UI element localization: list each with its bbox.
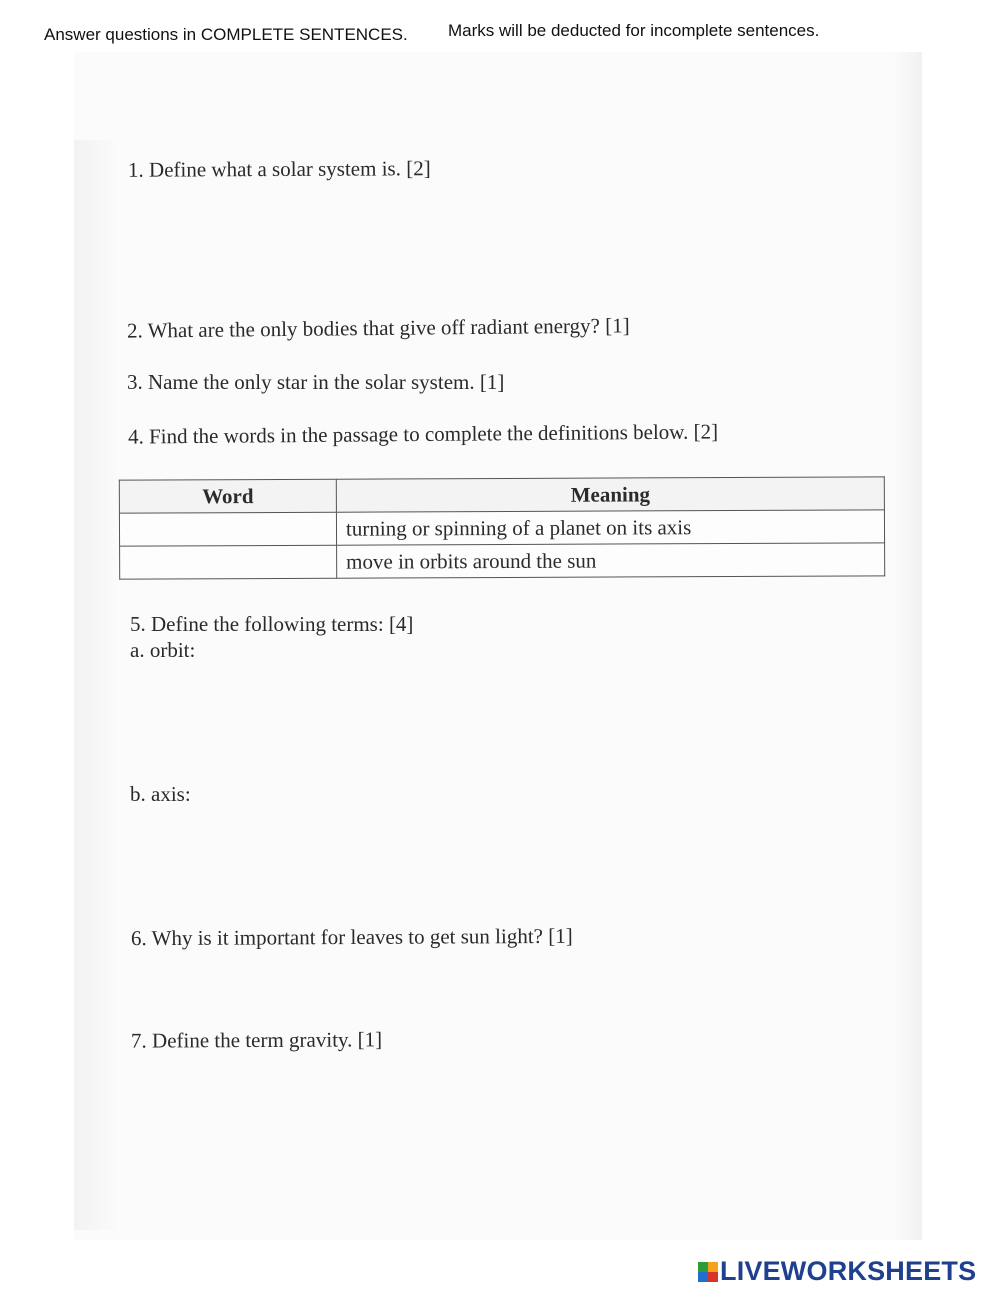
liveworksheets-logo-icon <box>698 1262 718 1282</box>
question-6: 6. Why is it important for leaves to get sun light? [1] <box>130 923 573 951</box>
question-3: 3. Name the only star in the solar system. [1] <box>127 370 505 394</box>
question-1: 1. Define what a solar system is. [2] <box>127 156 431 182</box>
scan-shadow-left <box>74 140 116 1230</box>
table-row <box>120 543 885 579</box>
question-5a-label: a. orbit: <box>130 638 196 662</box>
scan-shadow-right <box>895 52 922 1240</box>
instructions-text: Answer questions in COMPLETE SENTENCES. <box>44 25 408 44</box>
scanned-worksheet <box>74 52 922 1240</box>
question-4: 4. Find the words in the passage to complete the definitions below. [2] <box>127 419 719 449</box>
meaning-cell: move in orbits around the sun <box>337 543 885 578</box>
vocabulary-table <box>119 476 885 579</box>
word-answer-cell[interactable] <box>120 545 337 579</box>
brand-name: LIVEWORKSHEETS <box>720 1256 977 1286</box>
question-2: 2. What are the only bodies that give off radiant energy? [1] <box>126 313 630 343</box>
question-5: 5. Define the following terms: [4] <box>130 612 414 636</box>
meaning-cell: turning or spinning of a planet on its axis <box>336 510 884 545</box>
table-row <box>119 510 884 546</box>
instructions-note: Marks will be deducted for incomplete sentences. <box>448 21 820 40</box>
question-5b-label: b. axis: <box>130 782 191 806</box>
question-7: 7. Define the term gravity. [1] <box>130 1027 383 1053</box>
column-header-meaning: Meaning <box>336 477 884 512</box>
table-header-row <box>119 477 884 513</box>
word-answer-cell[interactable] <box>119 512 336 546</box>
column-header-word: Word <box>119 479 336 513</box>
liveworksheets-logo <box>698 1256 976 1287</box>
